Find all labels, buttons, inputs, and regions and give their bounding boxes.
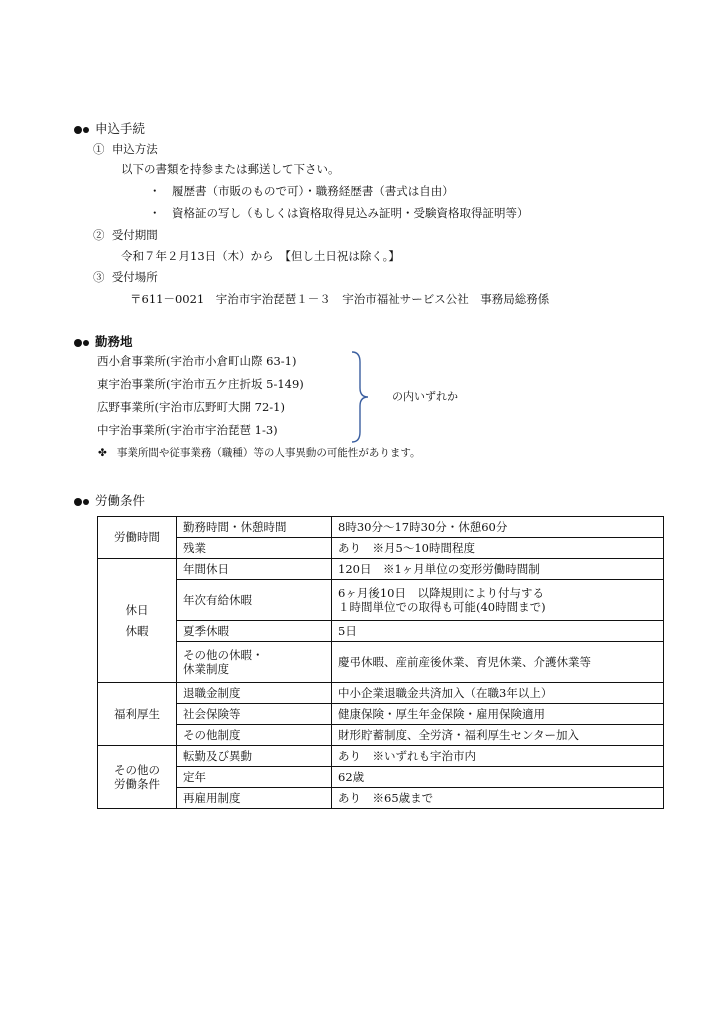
value-cell: 慶弔休暇、産前産後休業、育児休業、介護休業等 xyxy=(332,642,664,683)
value-cell: 120日 ※1ヶ月単位の変形労働時間制 xyxy=(332,559,664,580)
bullet-icon xyxy=(74,339,82,347)
bullet-icon xyxy=(83,127,89,133)
bullet-icon xyxy=(74,498,82,506)
conditions-table xyxy=(97,516,664,809)
item-cell: 残業 xyxy=(177,538,332,559)
item-cell: 年次有給休暇 xyxy=(177,580,332,621)
place-text: 〒611－0021 宇治市宇治琵琶１－３ 宇治市福祉サービス公社 事務局総務係 xyxy=(130,292,550,306)
value-cell: あり ※月5～10時間程度 xyxy=(332,538,664,559)
method-text: 以下の書類を持参または郵送して下さい。 xyxy=(121,162,340,176)
category-holidays: 休日 休暇 xyxy=(98,559,177,683)
table-row xyxy=(98,725,664,746)
value-cell: 5日 xyxy=(332,621,664,642)
value-cell: あり ※いずれも宇治市内 xyxy=(332,746,664,767)
workplace-note: ✤ 事業所間や従事業務（職種）等の人事異動の可能性があります。 xyxy=(98,447,421,459)
table-row xyxy=(98,642,664,683)
section-heading-conditions: 労働条件 xyxy=(74,493,145,508)
place-heading: ③ 受付場所 xyxy=(93,270,158,284)
method-heading: ① 申込方法 xyxy=(93,142,158,156)
period-text: 令和７年２月13日（木）から 【但し土日祝は除く。】 xyxy=(121,249,400,263)
value-cell: 6ヶ月後10日 以降規則により付与する １時間単位での取得も可能(40時間まで) xyxy=(332,580,664,621)
table-row xyxy=(98,683,664,704)
clover-icon: ✤ xyxy=(98,447,107,459)
table-row xyxy=(98,767,664,788)
value-cell: 62歳 xyxy=(332,767,664,788)
table-row xyxy=(98,538,664,559)
item-cell: 退職金制度 xyxy=(177,683,332,704)
bullet-icon xyxy=(83,499,89,505)
period-heading: ② 受付期間 xyxy=(93,228,158,242)
table-row xyxy=(98,746,664,767)
table-row xyxy=(98,559,664,580)
table-row xyxy=(98,517,664,538)
item-cell: 勤務時間・休憩時間 xyxy=(177,517,332,538)
doc-list-item: ・ 履歴書（市販のもので可）・職務経歴書（書式は自由） xyxy=(149,184,454,198)
item-cell: その他制度 xyxy=(177,725,332,746)
section-heading-application: 申込手続 xyxy=(74,121,145,136)
table-row xyxy=(98,621,664,642)
table-row xyxy=(98,580,664,621)
bullet-icon xyxy=(74,126,82,134)
item-cell: 定年 xyxy=(177,767,332,788)
item-cell: 年間休日 xyxy=(177,559,332,580)
table-row xyxy=(98,704,664,725)
table-row xyxy=(98,788,664,809)
item-cell: 夏季休暇 xyxy=(177,621,332,642)
item-cell: 再雇用制度 xyxy=(177,788,332,809)
doc-list-item: ・ 資格証の写し（もしくは資格取得見込み証明・受験資格取得証明等） xyxy=(149,206,529,220)
value-cell: 8時30分～17時30分・休憩60分 xyxy=(332,517,664,538)
brace-label: の内いずれか xyxy=(392,390,458,403)
category-welfare: 福利厚生 xyxy=(98,683,177,746)
item-cell: 転勤及び異動 xyxy=(177,746,332,767)
value-cell: 財形貯蓄制度、全労済・福利厚生センター加入 xyxy=(332,725,664,746)
item-cell: 社会保険等 xyxy=(177,704,332,725)
office-item: 東宇治事業所(宇治市五ケ庄折坂 5-149) xyxy=(97,377,304,391)
section-heading-workplace: 勤務地 xyxy=(74,334,133,349)
value-cell: 健康保険・厚生年金保険・雇用保険適用 xyxy=(332,704,664,725)
brace-icon xyxy=(350,350,374,444)
office-item: 広野事業所(宇治市広野町大開 72-1) xyxy=(97,400,285,414)
item-cell: その他の休暇・ 休業制度 xyxy=(177,642,332,683)
category-hours: 労働時間 xyxy=(98,517,177,559)
office-item: 西小倉事業所(宇治市小倉町山際 63-1) xyxy=(97,354,297,368)
value-cell: あり ※65歳まで xyxy=(332,788,664,809)
bullet-icon xyxy=(83,340,89,346)
value-cell: 中小企業退職金共済加入（在職3年以上） xyxy=(332,683,664,704)
category-other: その他の 労働条件 xyxy=(98,746,177,809)
office-item: 中宇治事業所(宇治市宇治琵琶 1-3) xyxy=(97,423,278,437)
